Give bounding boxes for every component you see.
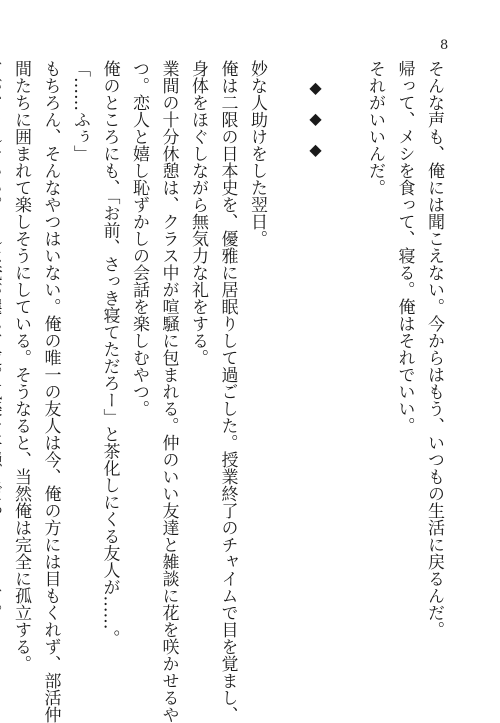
text-line: 身体をほぐしながら無気力な礼をする。 <box>188 60 208 366</box>
text-line: 帰って、メシを食って、寝る。俺はそれでいい。 <box>394 60 415 434</box>
section-break-diamonds: ◆◆◆ <box>306 78 325 171</box>
text-line: それがいいんだ。 <box>365 60 385 196</box>
text-line: 間たちに囲まれて楽しそうにしている。そうなると、当然俺は完全に孤立する。 <box>11 60 31 672</box>
text-line: 俺のところにも、「お前、さっき寝てただろー」と茶化しにくる友人が……。 <box>99 60 120 647</box>
text-line: そんな声も、俺には聞こえない。今からはもう、いつもの生活に戻るんだ。 <box>424 60 444 638</box>
text-line <box>0 60 6 620</box>
page-number: 8 <box>440 38 449 53</box>
blank-line <box>271 60 301 620</box>
text-line: もちろん、そんなやつはいない。俺の唯一の友人は今、俺の方には目もくれず、部活仲 <box>40 60 61 723</box>
text-line: 俺は二限の日本史を、優雅に居眠りして過ごした。授業終了のチャイムで目を覚まし、 <box>217 60 238 723</box>
text-line: 業間の十分休憩は、クラス中が喧騒に包まれる。仲のいい友達と雑談に花を咲かせるや <box>158 60 179 723</box>
blank-line <box>330 60 360 620</box>
text-line: 「……ふぅ」 <box>70 60 90 162</box>
vertical-text-body <box>0 60 448 723</box>
text-line: 妙な人助けをした翌日。 <box>247 60 267 247</box>
text-line: つ。恋人と嬉し恥ずかしの会話を楽しむやつ。 <box>129 60 149 417</box>
